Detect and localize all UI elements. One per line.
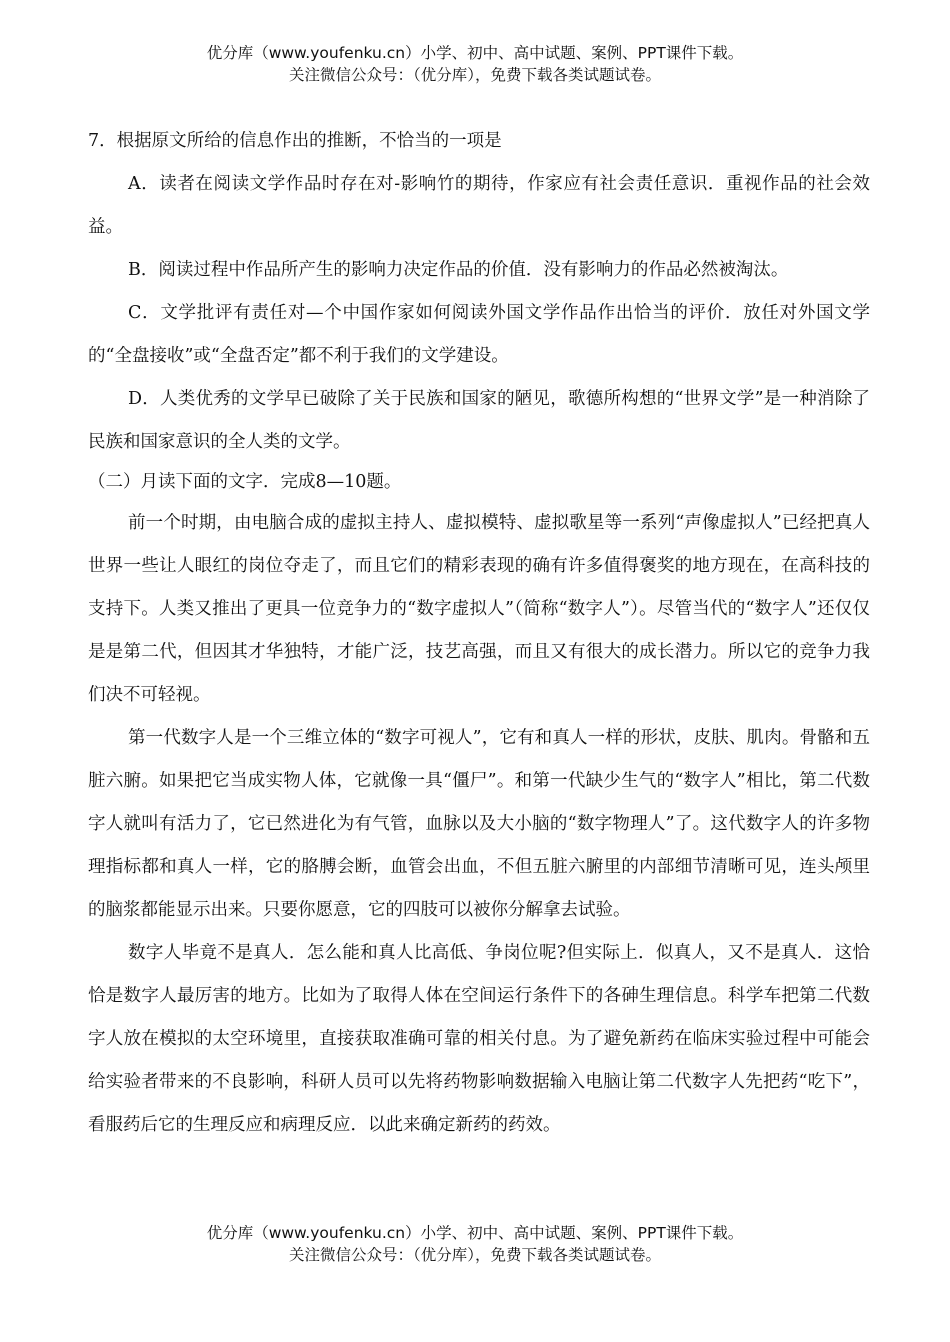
passage-paragraph-2: 第一代数字人是一个三维立体的“数字可视人”，它有和真人一样的形状，皮肤、肌肉。骨骼和五脏六腑。如果把它当成实物人体，它就像一具“僵尸”。和第一代缺少生气的“数字人”相比，第二代数字人就叫有活力了，它已然进化为有气管，血脉以及大小脑的“数字物理人”了。这代数字人的许多物理指标都和真人一样，它的胳膊会断，血管会出血，不但五脏六腑里的内部细节清晰可见，连头颅里的脑浆都能显示出来。只要你愿意，它的四肢可以被你分解拿去试验。	[88, 728, 870, 920]
passage-paragraph-1: 前一个时期，由电脑合成的虚拟主持人、虚拟模特、虚拟歌星等一系列“声像虚拟人”已经把真人世界一些让人眼红的岗位夺走了，而且它们的精彩表现的确有许多值得褒奖的地方现在，在高科技的支持下。人类又推出了更具一位竞争力的“数字虚拟人”（简称“数字人”）。尽管当代的“数字人”还仅仅是是第二代，但因其才华独特，才能广泛，技艺高强，而且又有很大的成长潜力。所以它的竞争力我们决不可轻视。	[88, 513, 870, 705]
document-body	[88, 120, 870, 1147]
question-7-option-d: D．人类优秀的文学早已破除了关于民族和国家的陋见，歌德所构想的“世界文学”是一种消除了民族和国家意识的全人类的文学。	[88, 389, 870, 452]
footer-line-1: 优分库（www.youfenku.cn）小学、初中、高中试题、案例、PPT课件下载。	[206, 1224, 744, 1242]
page-header	[0, 42, 950, 86]
header-line-1: 优分库（www.youfenku.cn）小学、初中、高中试题、案例、PPT课件下载。	[206, 44, 744, 62]
passage-paragraph-3: 数字人毕竟不是真人．怎么能和真人比高低、争岗位呢?但实际上．似真人，又不是真人．这恰恰是数字人最厉害的地方。比如为了取得人体在空间运行条件下的各砷生理信息。科学车把第二代数字人放在模拟的太空环境里，直接获取准确可靠的相关付息。为了避免新药在临床实验过程中可能会给实验者带来的不良影响，科研人员可以先将药物影响数据输入电脑让第二代数字人先把药“吃下”，看服药后它的生理反应和病理反应．以此来确定新药的药效。	[88, 943, 870, 1135]
header-line-2: 关注微信公众号：（优分库），免费下载各类试题试卷。	[288, 66, 661, 84]
question-7-option-a: A．读者在阅读文学作品时存在对-影响竹的期待，作家应有社会责任意识．重视作品的社会效益。	[88, 174, 870, 237]
question-7-option-c: C．文学批评有责任对—个中国作家如何阅读外国文学作品作出恰当的评价．放任对外国文学的“全盘接收”或“全盘否定”都不利于我们的文学建设。	[88, 303, 870, 366]
question-7-option-b: B．阅读过程中作品所产生的影响力决定作品的价值．没有影响力的作品必然被淘汰。	[128, 260, 789, 280]
section-2-heading: （二）月读下面的文字．完成8—10题。	[88, 472, 402, 492]
page-footer	[0, 1222, 950, 1266]
question-7-stem: 7．根据原文所给的信息作出的推断，不恰当的一项是	[88, 131, 502, 151]
footer-line-2: 关注微信公众号：（优分库），免费下载各类试题试卷。	[288, 1246, 661, 1264]
